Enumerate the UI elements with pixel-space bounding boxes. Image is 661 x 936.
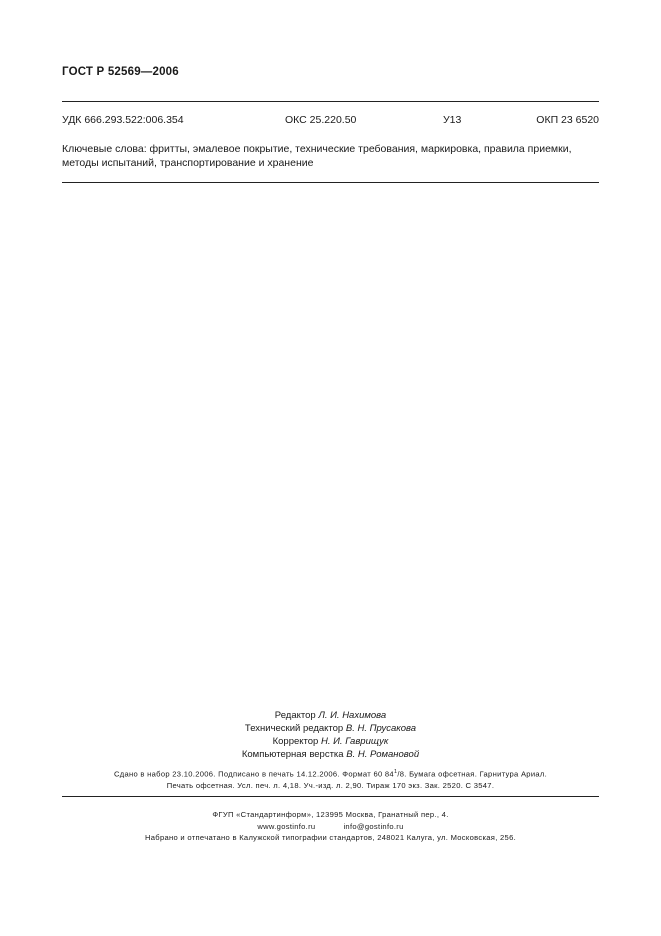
credit-layout-role: Компьютерная верстка bbox=[241, 749, 344, 760]
print-info-line-1 bbox=[62, 767, 599, 780]
print-info-line-1-b: . Бумага офсетная. Гарнитура Ариал. bbox=[404, 769, 548, 779]
print-info-divider bbox=[62, 796, 599, 797]
credit-layout-name: В. Н. Романовой bbox=[346, 749, 420, 760]
publisher-block bbox=[62, 809, 599, 844]
udk-code: УДК 666.293.522:006.354 bbox=[62, 114, 184, 126]
keywords-divider bbox=[62, 182, 599, 183]
keywords-line-2: методы испытаний, транспортирование и хранение bbox=[62, 157, 314, 169]
credit-layout bbox=[62, 748, 599, 761]
credit-tech-editor-role: Технический редактор bbox=[244, 723, 344, 734]
credit-editor bbox=[62, 709, 599, 722]
print-info-line-2: Печать офсетная. Усл. печ. л. 4,18. Уч.-изд. л. 2,90. Тираж 170 экз. Зак. 2520. С 3547. bbox=[166, 780, 495, 790]
credit-editor-name: Л. И. Нахимова bbox=[318, 710, 387, 721]
classification-row bbox=[62, 114, 599, 130]
okp-code: ОКП 23 6520 bbox=[536, 114, 599, 126]
credit-editor-role: Редактор bbox=[274, 710, 316, 721]
keywords-line-1: Ключевые слова: фритты, эмалевое покрытие, технические требования, маркировка, правила приемки, bbox=[62, 143, 572, 155]
group-code: У13 bbox=[443, 114, 462, 126]
publisher-line-1: ФГУП «Стандартинформ», 123995 Москва, Гранатный пер., 4. bbox=[212, 810, 449, 819]
print-info-line-1-a: Сдано в набор 23.10.2006. Подписано в печать 14.12.2006. Формат 60 84 bbox=[113, 769, 394, 779]
keywords-block bbox=[62, 142, 599, 170]
print-info-format-sub: /8 bbox=[397, 769, 405, 779]
publisher-line-3: Набрано и отпечатано в Калужской типографии стандартов, 248021 Калуга, ул. Московская, 256. bbox=[145, 833, 516, 842]
credit-corrector-role: Корректор bbox=[272, 736, 319, 747]
credit-tech-editor-name: В. Н. Прусакова bbox=[345, 723, 417, 734]
print-info-block bbox=[62, 767, 599, 791]
publisher-website-link[interactable]: www.gostinfo.ru bbox=[257, 821, 316, 831]
top-divider bbox=[62, 101, 599, 102]
publisher-contacts bbox=[62, 821, 599, 833]
print-info-format-sup: 1 bbox=[393, 769, 398, 775]
standard-id: ГОСТ Р 52569—2006 bbox=[62, 66, 179, 78]
credits-block bbox=[62, 709, 599, 761]
credit-corrector-name: Н. И. Гаврищук bbox=[320, 736, 389, 747]
credit-corrector bbox=[62, 735, 599, 748]
publisher-email-link[interactable]: info@gostinfo.ru bbox=[343, 821, 404, 831]
credit-tech-editor bbox=[62, 722, 599, 735]
oks-code: ОКС 25.220.50 bbox=[285, 114, 357, 126]
